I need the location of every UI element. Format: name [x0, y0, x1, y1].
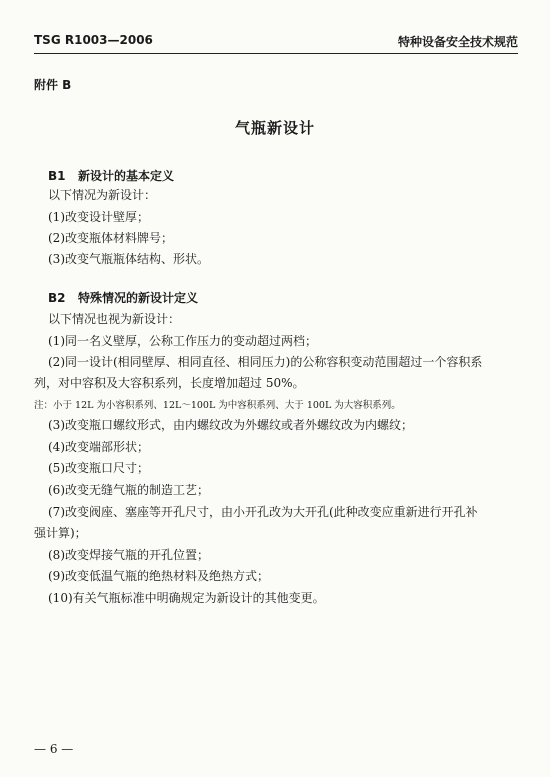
section-b2-item-5: (5)改变瓶口尺寸； [48, 461, 149, 475]
section-b1-item-2: (2)改变瓶体材料牌号； [48, 231, 173, 245]
section-b2-number: B2 [48, 291, 66, 305]
section-b2-item-9: (9)改变低温气瓶的绝热材料及绝热方式； [48, 569, 269, 583]
section-b2-item-6: (6)改变无缝气瓶的制造工艺； [48, 483, 209, 497]
page-number: — 6 — [34, 742, 74, 756]
section-b1-item-3: (3)改变气瓶瓶体结构、形状。 [48, 252, 209, 266]
section-b2-item-3: (3)改变瓶口螺纹形式，由内螺纹改为外螺纹或者外螺纹改为内螺纹； [48, 418, 414, 432]
appendix-label: 附件 B [34, 78, 72, 92]
capacity-note: 注：小于 12L 为小容积系列、12L～100L 为中容积系列、大于 100L 为大容积系列。 [34, 400, 401, 411]
page-title: 气瓶新设计 [234, 119, 315, 137]
section-b1-intro: 以下情况为新设计： [48, 188, 157, 202]
header-divider [34, 53, 518, 54]
section-b2-item-2-line-1: (2)同一设计(相同壁厚、相同直径、相同压力)的公称容积变动范围超过一个容积系 [48, 355, 483, 369]
section-b2-item-2-line-2: 列，对中容积及大容积系列，长度增加超过 50%。 [34, 376, 305, 390]
section-b1-title: 新设计的基本定义 [78, 169, 175, 183]
section-b2-item-7-line-1: (7)改变阀座、塞座等开孔尺寸，由小开孔改为大开孔(此种改变应重新进行开孔补 [48, 505, 478, 519]
section-b2-intro: 以下情况也视为新设计： [48, 312, 181, 326]
section-b1-heading [48, 167, 174, 184]
document-series: 特种设备安全技术规范 [397, 35, 518, 49]
section-b2-title: 特殊情况的新设计定义 [78, 291, 199, 305]
section-b2-item-1: (1)同一名义壁厚，公称工作压力的变动超过两档； [48, 334, 317, 348]
section-b2-item-7-line-2: 强计算)； [34, 526, 87, 540]
section-b2-item-8: (8)改变焊接气瓶的开孔位置； [48, 548, 209, 562]
section-b1-number: B1 [48, 169, 66, 183]
section-b2-item-4: (4)改变端部形状； [48, 440, 149, 454]
document-code: TSG R1003—2006 [34, 33, 153, 47]
section-b2-heading [48, 289, 198, 306]
page-header [34, 30, 518, 52]
section-b2-item-10: (10)有关气瓶标准中明确规定为新设计的其他变更。 [48, 591, 325, 605]
section-b1-item-1: (1)改变设计壁厚； [48, 210, 149, 224]
